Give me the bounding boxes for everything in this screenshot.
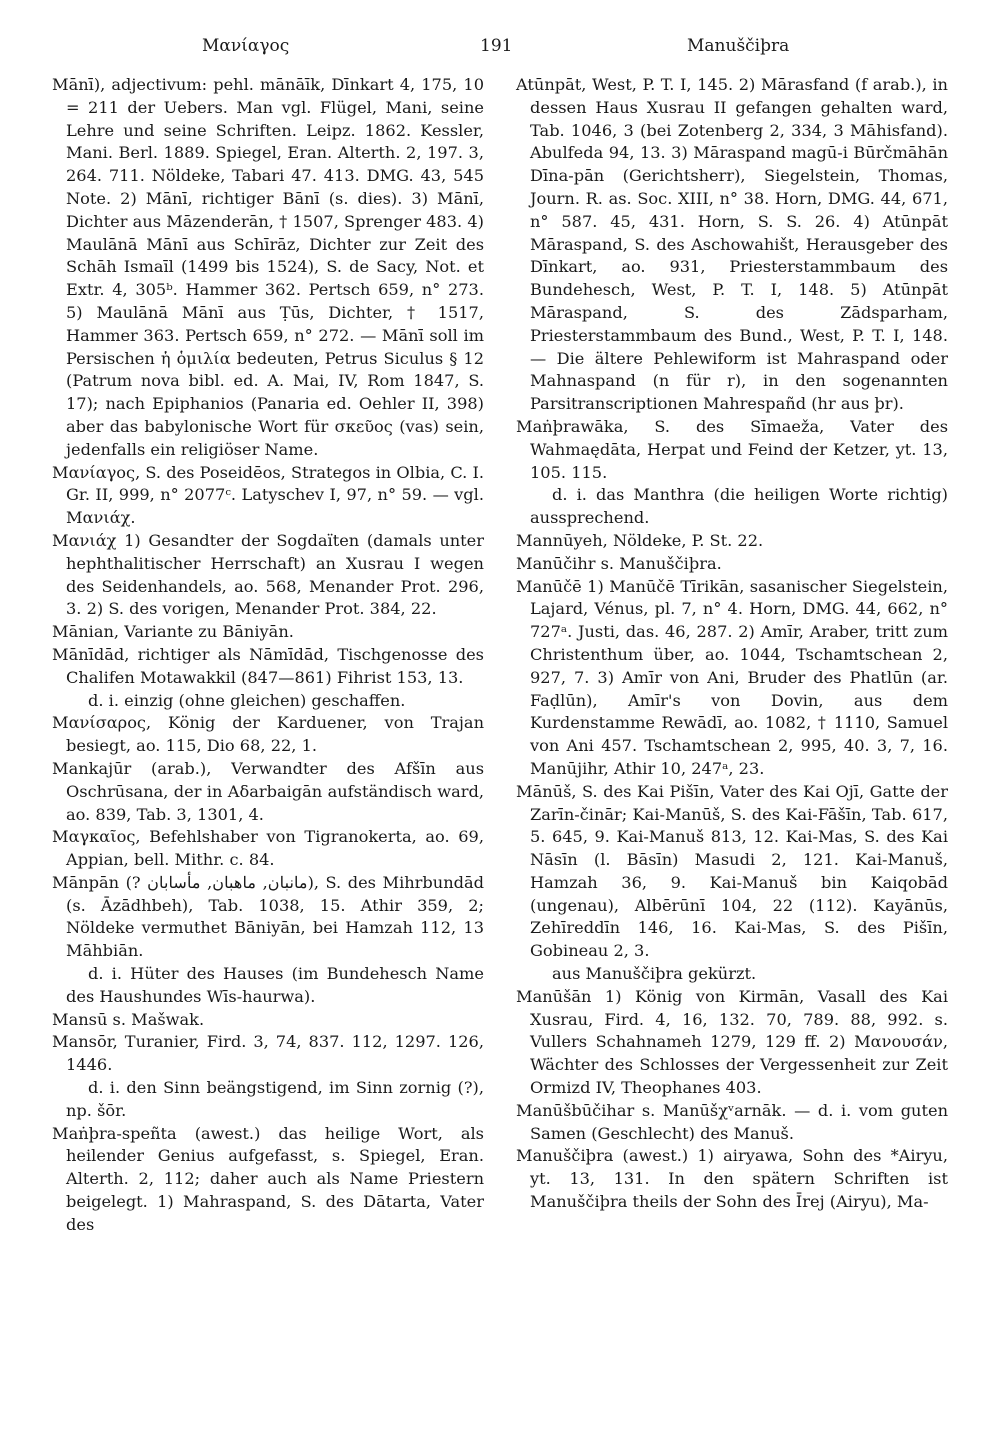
dictionary-entry: Mānīdād, richtiger als Nāmīdād, Tischgenosse des Chalifen Motawakkil (847—861) Fihrist 153, 13. [52, 644, 484, 687]
dictionary-entry: Manūšbūčihar s. Manūšχᵛarnāk. — d. i. vom guten Samen (Geschlecht) des Manuš. [516, 1100, 948, 1143]
entry-gloss: d. i. das Manthra (die heiligen Worte richtig) aussprechend. [530, 485, 948, 528]
dictionary-entry: Mansōr, Turanier, Fird. 3, 74, 837. 112, 1297. 126, 1446. [52, 1032, 484, 1075]
running-head [50, 36, 960, 64]
dictionary-entry: Maṅþra-speñta (awest.) das heilige Wort, als heilender Genius aufgefasst, s. Spiegel, Eran. Alterth. 2, 112; daher auch als Name Priestern beigelegt. 1) Mahraspand, S. des Dātarta, Vater des [52, 1123, 484, 1234]
dictionary-entry: Μανιάχ 1) Gesandter der Sogdaïten (damals unter hephthalitischer Herrschaft) an Xusrau I wegen des Seidenhandels, ao. 568, Menander Prot. 296, 3. 2) S. des vorigen, Menander Prot. 384, 22. [52, 530, 484, 619]
dictionary-entry: Manuščiþra (awest.) 1) airyawa, Sohn des *Airyu, yt. 13, 131. In den spätern Schriften ist Manuščiþra theils der Sohn des Īrej (Airyu), Ma- [516, 1146, 948, 1212]
dictionary-entry: Atūnpāt, West, P. T. I, 145. 2) Mārasfand (f arab.), in dessen Haus Xusrau II gefangen gehalten ward, Tab. 1046, 3 (bei Zotenberg 2, 334, 3 Māhisfand). Abulfeda 94, 13. 3) Māraspand magū-i Būrčmāhān Dīna-pān (Gerichtsherr), Siegelstein, Thomas, Journ. R. as. Soc. XIII, n° 38. Horn, DMG. 44, 671, n° 587. 45, 431. Horn, S. S. 26. 4) Atūnpāt Māraspand, S. des Aschowahišt, Herausgeber des Dīnkart, ao. 931, Priesterstammbaum des Bundehesch, West, P. T. I, 148. 5) Atūnpāt Māraspand, S. des Zādsparham, Priesterstammbaum des Bund., West, P. T. I, 148. — Die ältere Pehlewiform ist Mahraspand oder Mahnaspand (n für r), in den sogenannten Parsitranscriptionen Mahrespañd (hr aus þr). [516, 75, 948, 414]
dictionary-entry: Manūšān 1) König von Kirmān, Vasall des Kai Xusrau, Fird. 4, 16, 132. 70, 789. 88, 992. s. Vullers Schahnameh 1279, 129 ff. 2) Μανουσάν, Wächter des Schlosses der Vergessenheit zur Zeit Ormizd IV, Theophanes 403. [516, 986, 948, 1098]
dictionary-entry: Manūčihr s. Manuščiþra. [516, 553, 722, 573]
entry-gloss: d. i. Hüter des Hauses (im Bundehesch Name des Haushundes Wīs-haurwa). [66, 964, 484, 1006]
entry-gloss: d. i. einzig (ohne gleichen) geschaffen. [88, 690, 406, 710]
dictionary-entry: Maṅþrawāka, S. des Sīmaeža, Vater des Wahmaędāta, Herpat und Feind der Ketzer, yt. 13, 105. 115. [516, 416, 948, 482]
page-number: 191 [480, 36, 513, 56]
dictionary-entry: Mānpān (? مانبان, ماهبان, مأسابان), S. des Mihrbundād (s. Āzādhbeh), Tab. 1038, 15. Athir 359, 2; Nöldeke vermuthet Bāniyān, bei Hamzah 112, 13 Māhbiān. [52, 872, 485, 961]
right-column [516, 74, 948, 1214]
entry-gloss: aus Manuščiþra gekürzt. [552, 964, 757, 984]
dictionary-entry: Mānī), adjectivum: pehl. mānāīk, Dīnkart 4, 175, 10 = 211 der Uebers. Man vgl. Flügel, Mani, seine Lehre und seine Schriften. Leipz. 1862. Kessler, Mani. Berl. 1889. Spiegel, Eran. Alterth. 2, 197. 3, 264. 711. Nöldeke, Tabari 47. 413. DMG. 43, 545 Note. 2) Mānī, richtiger Bānī (s. dies). 3) Mānī, Dichter aus Māzenderān, † 1507, Sprenger 483. 4) Maulānā Mānī aus Schīrāz, Dichter zur Zeit des Schāh Ismaīl (1499 bis 1524), S. de Sacy, Not. et Extr. 4, 305ᵇ. Hammer 362. Pertsch 659, n° 273. 5) Maulānā Mānī aus Ṭūs, Dichter, † 1517, Hammer 363. Pertsch 659, n° 272. — Mānī soll im Persischen ἡ ὁμιλία bedeuten, Petrus Siculus § 12 (Patrum nova bibl. ed. A. Mai, IV, Rom 1847, S. 17); nach Epiphanios (Panaria ed. Oehler II, 398) aber das babylonische Wort für σκεῦος (vas) sein, jedenfalls ein religiöser Name. [52, 75, 484, 459]
left-column [52, 74, 484, 1237]
dictionary-entry: Μαγκαῖος, Befehlshaber von Tigranokerta, ao. 69, Appian, bell. Mithr. c. 84. [52, 827, 484, 870]
dictionary-entry: Mānūš, S. des Kai Pišīn, Vater des Kai Ojī, Gatte der Zarīn-činār; Kai-Manūš, S. des Kai-Fāšīn, Tab. 617, 5. 645, 9. Kai-Manuš 813, 12. Kai-Mas, S. des Kai Nāsīn (l. Bāsīn) Masudi 2, 121. Kai-Manuš, Hamzah 36, 9. Kai-Manuš bin Kaiqobād (ungenau), Albērūnī 104, 22 (112). Kayānūs, Zehīreddīn 146, 16. Kai-Mas, S. des Pišīn, Gobineau 2, 3. [516, 781, 948, 961]
dictionary-entry: Μανίαγος, S. des Poseidēos, Strategos in Olbia, C. I. Gr. II, 999, n° 2077ᶜ. Latyschev I, 97, n° 59. — vgl. Μανιάχ. [52, 462, 484, 528]
dictionary-entry: Mansū s. Mašwak. [52, 1009, 205, 1029]
dictionary-entry: Mannūyeh, Nöldeke, P. St. 22. [516, 530, 764, 550]
dictionary-entry: Mānian, Variante zu Bāniyān. [52, 622, 294, 642]
dictionary-entry: Manūčē 1) Manūčē Tīrikān, sasanischer Siegelstein, Lajard, Vénus, pl. 7, n° 4. Horn, DMG. 44, 662, n° 727ᵃ. Justi, das. 46, 287. 2) Amīr, Araber, tritt zum Christenthum über, ao. 1044, Tschamtschean 2, 927, 7. 3) Amīr von Ani, Bruder des Phatlūn (ar. Faḍlūn), Amīr's von Dovin, aus dem Kurdenstamme Rewādī, ao. 1082, † 1110, Samuel von Ani 457. Tschamtschean 2, 995, 40. 3, 7, 16. Manūjihr, Athir 10, 247ᵃ, 23. [516, 576, 948, 778]
dictionary-entry: Μανίσαρος, König der Karduener, von Trajan besiegt, ao. 115, Dio 68, 22, 1. [52, 713, 484, 756]
header-right-word: Manuščiþra [687, 36, 790, 56]
header-left-word: Μανίαγος [202, 36, 290, 56]
entry-gloss: d. i. den Sinn beängstigend, im Sinn zornig (?), np. šōr. [66, 1078, 484, 1120]
dictionary-entry: Mankajūr (arab.), Verwandter des Afšīn aus Oschrūsana, der in Aδarbaigān aufständisch ward, ao. 839, Tab. 3, 1301, 4. [52, 758, 484, 824]
